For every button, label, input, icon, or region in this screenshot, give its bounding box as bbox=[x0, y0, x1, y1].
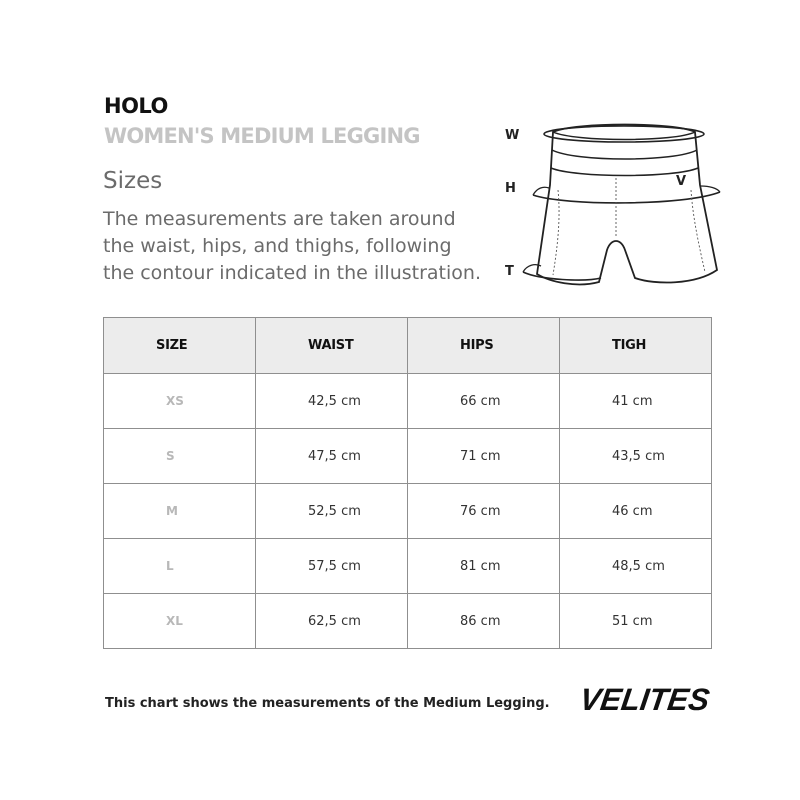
thigh-cell: 41 cm bbox=[560, 374, 712, 429]
column-header-waist: WAIST bbox=[256, 318, 408, 374]
hips-cell: 71 cm bbox=[408, 429, 560, 484]
thigh-cell: 46 cm bbox=[560, 484, 712, 539]
table-row bbox=[104, 484, 712, 539]
column-header-hips: HIPS bbox=[408, 318, 560, 374]
table-header-row bbox=[104, 318, 712, 374]
product-title: HOLO bbox=[104, 94, 168, 118]
measurement-description: The measurements are taken around the waist, hips, and thighs, following the contour indicated in the illustration. bbox=[103, 208, 481, 284]
waist-cell: 62,5 cm bbox=[256, 594, 408, 649]
hips-cell: 76 cm bbox=[408, 484, 560, 539]
hips-cell: 66 cm bbox=[408, 374, 560, 429]
waist-cell: 47,5 cm bbox=[256, 429, 408, 484]
hips-cell: 81 cm bbox=[408, 539, 560, 594]
legging-illustration bbox=[495, 110, 735, 300]
thigh-cell: 51 cm bbox=[560, 594, 712, 649]
hips-marker-label: H bbox=[505, 181, 516, 196]
footer-note: This chart shows the measurements of the Medium Legging. bbox=[105, 696, 550, 711]
hips-cell: 86 cm bbox=[408, 594, 560, 649]
size-cell: L bbox=[104, 539, 256, 594]
table-row bbox=[104, 594, 712, 649]
waist-cell: 42,5 cm bbox=[256, 374, 408, 429]
column-header-size: SIZE bbox=[104, 318, 256, 374]
sizes-heading: Sizes bbox=[103, 168, 163, 194]
product-subtitle: WOMEN'S MEDIUM LEGGING bbox=[104, 124, 420, 148]
table-row bbox=[104, 374, 712, 429]
size-cell: M bbox=[104, 484, 256, 539]
thigh-cell: 48,5 cm bbox=[560, 539, 712, 594]
waist-cell: 52,5 cm bbox=[256, 484, 408, 539]
table-row bbox=[104, 429, 712, 484]
column-header-tigh: TIGH bbox=[560, 318, 712, 374]
thigh-cell: 43,5 cm bbox=[560, 429, 712, 484]
size-cell: S bbox=[104, 429, 256, 484]
v-marker-label: V bbox=[676, 174, 687, 189]
legging-drawing bbox=[495, 110, 735, 300]
table-row bbox=[104, 539, 712, 594]
size-cell: XL bbox=[104, 594, 256, 649]
size-cell: XS bbox=[104, 374, 256, 429]
waist-marker-label: W bbox=[505, 128, 520, 143]
waist-cell: 57,5 cm bbox=[256, 539, 408, 594]
brand-logo: VELITES bbox=[577, 682, 712, 717]
size-chart-table bbox=[103, 317, 712, 649]
thigh-marker-label: T bbox=[505, 264, 514, 279]
